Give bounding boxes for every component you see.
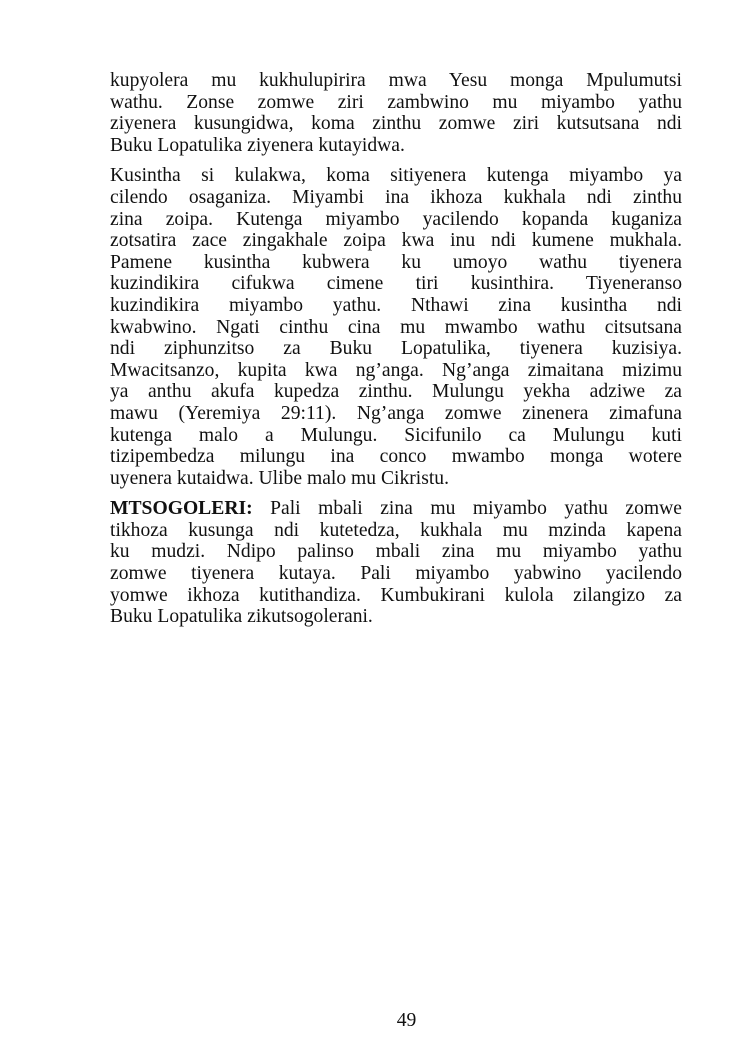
text-line: kupyolera mu kukhulupirira mwa Yesu monga Mpulumutsi	[110, 70, 682, 91]
text-line: tikhoza kusunga ndi kutetedza, kukhala mu mzinda kapena	[110, 519, 682, 541]
text-run: Pali mbali zina mu miyambo yathu zomwe	[252, 498, 682, 520]
text-line: cilendo osaganiza. Miyambi ina ikhoza kukhala ndi zinthu	[110, 186, 682, 208]
text-line: zotsatira zace zingakhale zoipa kwa inu ndi kumene mukhala.	[110, 230, 682, 252]
text-line: tizipembedza milungu ina conco mwambo monga wotere	[110, 446, 682, 468]
text-line: kuzindikira miyambo yathu. Nthawi zina kusintha ndi	[110, 294, 682, 316]
text-line: kuzindikira cifukwa cimene tiri kusinthira. Tiyeneranso	[110, 273, 682, 295]
text-line: yomwe ikhoza kutithandiza. Kumbukirani kulola zilangizo za	[110, 584, 682, 606]
text-line: Kusintha si kulakwa, koma sitiyenera kutenga miyambo ya	[110, 165, 682, 187]
text-line: Mwacitsanzo, kupita kwa ng’anga. Ng’anga zimaitana mizimu	[110, 359, 682, 381]
text-line: kutenga malo a Mulungu. Sicifunilo ca Mulungu kuti	[110, 424, 682, 446]
page-body	[110, 70, 682, 637]
text-line: uyenera kutaidwa. Ulibe malo mu Cikristu.	[110, 467, 450, 489]
page-number: 49	[396, 1010, 417, 1031]
text-line	[110, 498, 682, 520]
section-heading: MTSOGOLERI:	[110, 498, 253, 520]
text-line: ziyenera kusungidwa, koma zinthu zomwe ziri kutsutsana ndi	[110, 113, 682, 135]
text-line: mawu (Yeremiya 29:11). Ng’anga zomwe zinenera zimafuna	[110, 402, 682, 424]
paragraph-1	[110, 70, 682, 156]
text-line: Pamene kusintha kubwera ku umoyo wathu tiyenera	[110, 251, 682, 273]
text-line: ku mudzi. Ndipo palinso mbali zina mu miyambo yathu	[110, 541, 682, 563]
text-line: Buku Lopatulika zikutsogolerani.	[110, 606, 373, 628]
text-line: zomwe tiyenera kutaya. Pali miyambo yabwino yacilendo	[110, 563, 682, 585]
text-line: ya anthu akufa kupedza zinthu. Mulungu yekha adziwe za	[110, 381, 682, 403]
text-line: Buku Lopatulika ziyenera kutayidwa.	[110, 134, 405, 156]
text-line: kwabwino. Ngati cinthu cina mu mwambo wathu citsutsana	[110, 316, 682, 338]
paragraph-2	[110, 165, 682, 489]
text-line: ndi ziphunzitso za Buku Lopatulika, tiyenera kuzisiya.	[110, 338, 682, 360]
text-line: wathu. Zonse zomwe ziri zambwino mu miyambo yathu	[110, 91, 682, 113]
paragraph-3	[110, 498, 682, 628]
text-line: zina zoipa. Kutenga miyambo yacilendo kopanda kuganiza	[110, 208, 682, 230]
